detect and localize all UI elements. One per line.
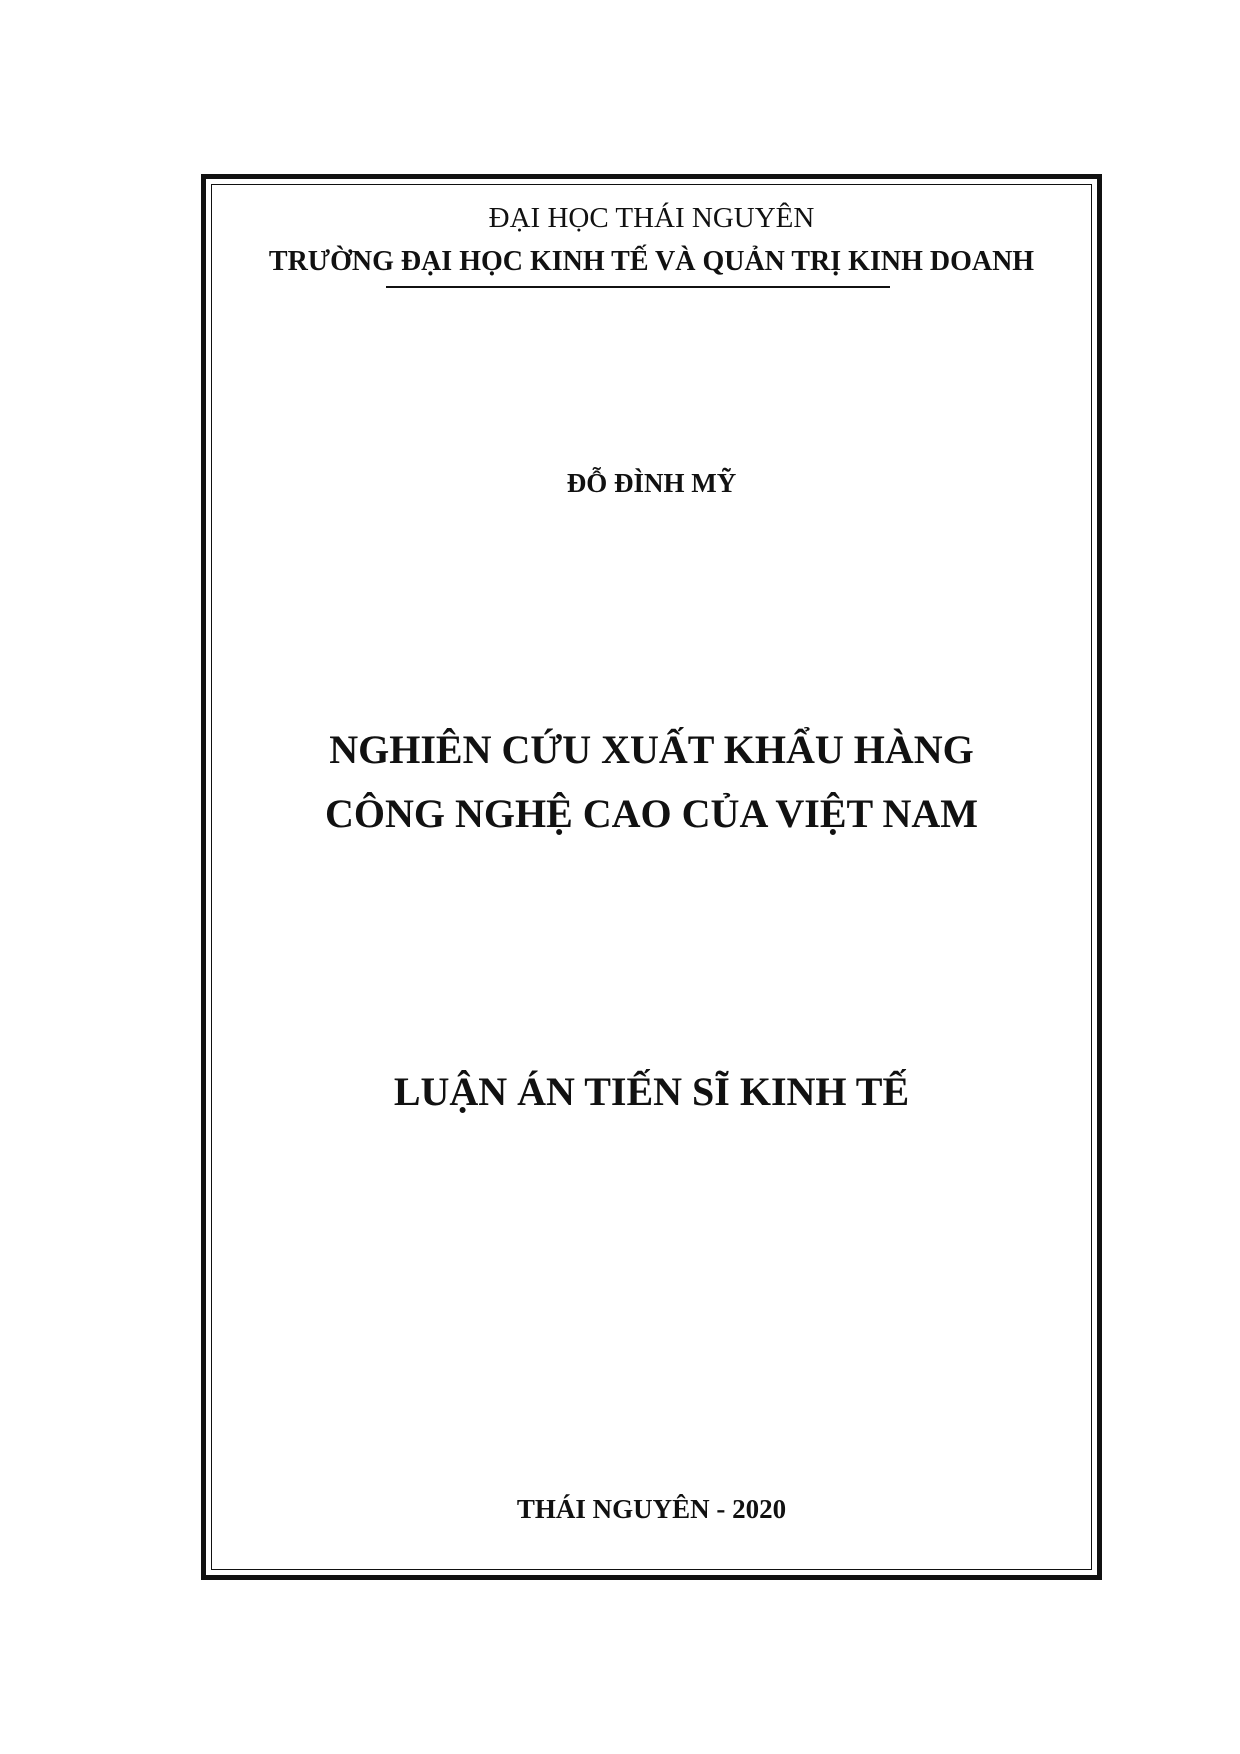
place-and-year: THÁI NGUYÊN - 2020	[516, 1494, 787, 1524]
thesis-title	[201, 718, 1102, 846]
author-name: ĐỖ ĐÌNH MỸ	[566, 468, 737, 498]
university-name: ĐẠI HỌC THÁI NGUYÊN	[488, 202, 815, 234]
thesis-title-line-2: CÔNG NGHỆ CAO CỦA VIỆT NAM	[324, 791, 979, 836]
thesis-title-line-1: NGHIÊN CỨU XUẤT KHẨU HÀNG	[329, 727, 974, 772]
degree-type: LUẬN ÁN TIẾN SĨ KINH TẾ	[393, 1069, 910, 1114]
cover-border-inner	[211, 184, 1092, 1570]
faculty-name: TRƯỜNG ĐẠI HỌC KINH TẾ VÀ QUẢN TRỊ KINH DOANH	[268, 246, 1035, 277]
header-divider	[386, 286, 890, 288]
